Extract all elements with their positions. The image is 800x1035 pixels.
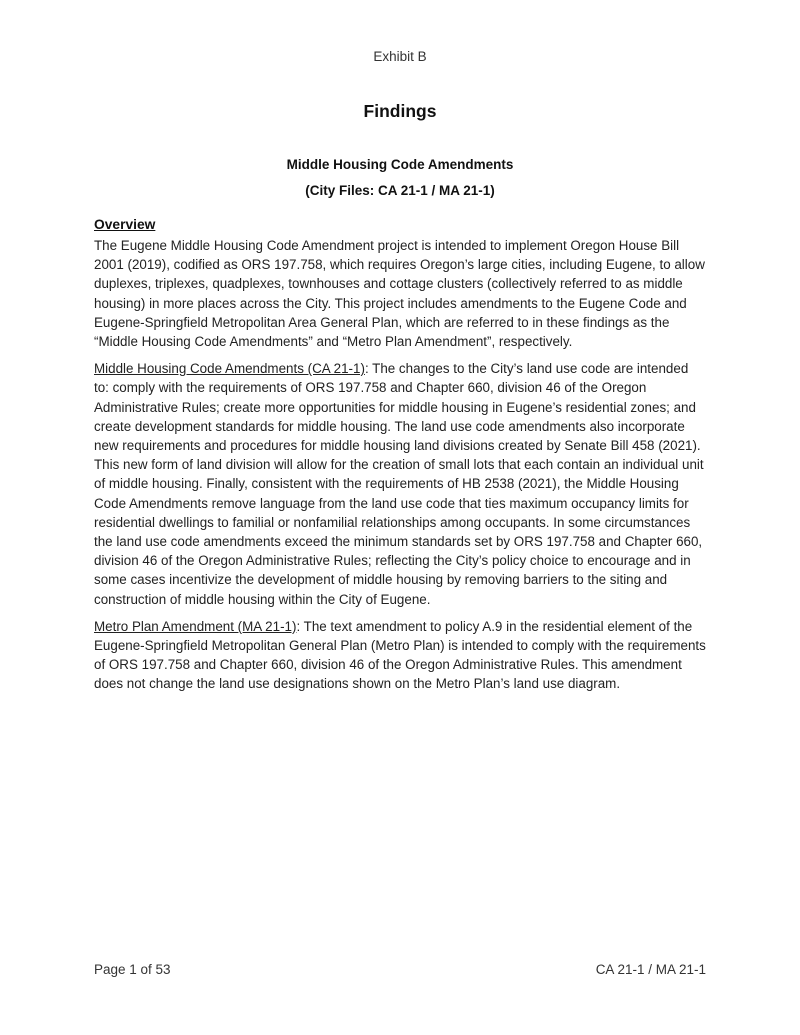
page-number: Page 1 of 53 (94, 962, 171, 977)
subtitle-line-2: (City Files: CA 21-1 / MA 21-1) (305, 183, 495, 198)
exhibit-label: Exhibit B (373, 49, 427, 64)
ma-paragraph (94, 617, 706, 694)
ma-lead-text: Metro Plan Amendment (MA 21-1) (94, 618, 297, 634)
subtitle-line-1: Middle Housing Code Amendments (286, 157, 514, 172)
ca-body-text: : The changes to the City’s land use code are intended to: comply with the requirements of ORS 197.758 and Chapter 660, division 46 of the Oregon Administrative Rules; create more opportunities for middle housing in Eugene’s residential zones; and create development standards for middle housing. The land use code amendments also incorporate new requirements and procedures for middle housing land divisions created by Senate Bill 458 (2021). This new form of land division will allow for the creation of small lots that each contain an individual unit of middle housing. Finally, consistent with the requirements of HB 2538 (2021), the Middle Housing Code Amendments remove language from the land use code that ties maximum occupancy limits for residential dwellings to familial or nonfamilial relationships among occupants. In some circumstances the land use code amendments exceed the minimum standards set by ORS 197.758 and Chapter 660, division 46 of the Oregon Administrative Rules; reflecting the City’s policy choice to encourage and in some cases incentivize the development of middle housing by removing barriers to the siting and construction of middle housing within the City of Eugene. (94, 361, 704, 607)
overview-heading: Overview (94, 217, 156, 232)
overview-paragraph: The Eugene Middle Housing Code Amendment project is intended to implement Oregon House Bill 2001 (2019), codified as ORS 197.758, which requires Oregon’s large cities, including Eugene, to allow duplexes, triplexes, quadplexes, townhouses and cottage clusters (collectively referred to as middle housing) in more places across the City. This project includes amendments to the Eugene Code and Eugene-Springfield Metropolitan Area General Plan, which are referred to in these findings as the “Middle Housing Code Amendments” and “Metro Plan Amendment”, respectively. (94, 238, 705, 350)
ca-paragraph (94, 359, 706, 609)
ma-body-text: : The text amendment to policy A.9 in the residential element of the Eugene-Springfield Metropolitan General Plan (Metro Plan) is intended to comply with the requirements of ORS 197.758 and Chapter 660, division 46 of the Oregon Administrative Rules. This amendment does not change the land use designations shown on the Metro Plan’s land use diagram. (94, 618, 706, 692)
page-title: Findings (363, 101, 437, 121)
document-body (94, 215, 706, 702)
ca-lead-text: Middle Housing Code Amendments (CA 21-1) (94, 361, 365, 377)
footer-file-ref: CA 21-1 / MA 21-1 (595, 962, 706, 977)
